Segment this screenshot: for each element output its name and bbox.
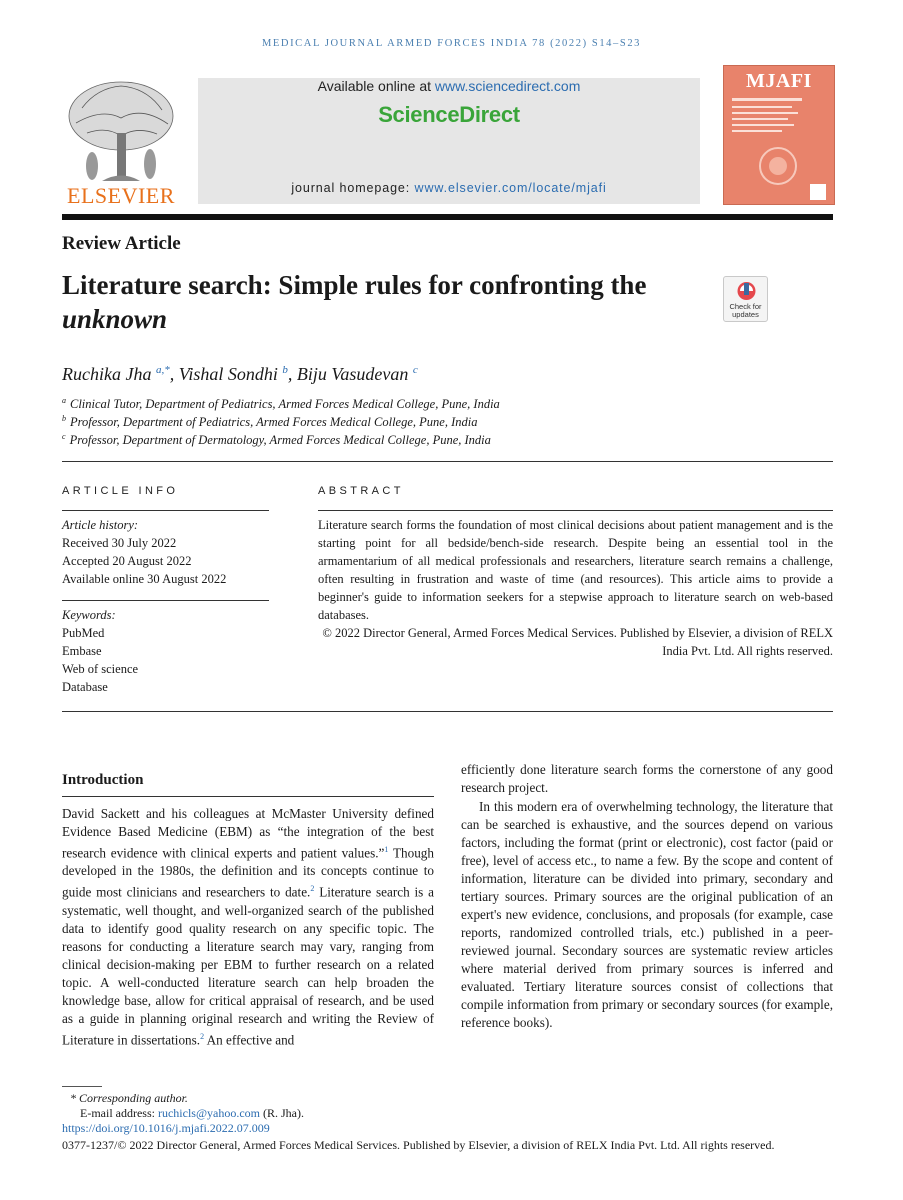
abstract-copyright: © 2022 Director General, Armed Forces Medical Services. Published by Elsevier, a division of RELX India Pvt. Ltd. All rights reserved. xyxy=(322,626,833,658)
history-accepted: Accepted 20 August 2022 xyxy=(62,554,192,568)
history-online: Available online 30 August 2022 xyxy=(62,572,227,586)
author-name[interactable]: Vishal Sondhi xyxy=(178,364,278,384)
title-italic: unknown xyxy=(62,304,168,334)
introduction-right-column xyxy=(461,761,833,1032)
abstract-heading: ABSTRACT xyxy=(318,485,404,497)
affiliation-key: c xyxy=(62,432,66,441)
keyword: PubMed xyxy=(62,626,105,640)
check-for-updates-label: Check for updates xyxy=(729,302,762,319)
available-online-prefix: Available online at xyxy=(317,78,435,94)
intro-paragraph: efficiently done literature search forms the cornerstone of any good research project. xyxy=(461,762,833,795)
abstract-text: Literature search forms the foundation of most clinical decisions about patient management and is the starting point for all bedside/bench-side research. Despite being an essential tool in the armamentarium of all medical professionals and researchers, literature search remains a challenge, often resulting in frustration and waste of time (and resources). This article aims to provide a beginner's guide to information seekers for a stepwise approach to literature search on web-based databases. xyxy=(318,518,833,622)
article-type: Review Article xyxy=(62,233,181,254)
affiliation-text: Professor, Department of Pediatrics, Armed Forces Medical College, Pune, India xyxy=(70,415,478,430)
sciencedirect-link[interactable]: www.sciencedirect.com xyxy=(434,78,581,94)
keywords-label: Keywords: xyxy=(62,608,116,622)
keyword: Embase xyxy=(62,644,102,658)
citation-link[interactable]: 2 xyxy=(310,884,315,894)
affiliation-key: a xyxy=(62,396,66,405)
journal-homepage-line xyxy=(198,181,700,195)
citation-link[interactable]: 1 xyxy=(384,845,389,854)
corresponding-author-note: * Corresponding author. xyxy=(70,1091,188,1105)
email-line xyxy=(80,1106,304,1121)
introduction-left-column xyxy=(62,805,434,1049)
article-history-label: Article history: xyxy=(62,518,139,532)
affiliation-key: b xyxy=(62,414,66,423)
introduction-rule xyxy=(62,796,434,797)
intro-paragraph-text: Though developed in the 1980s, the definition and its concepts continue to guide most clinicians and researchers to date. xyxy=(62,845,434,900)
affiliation-a xyxy=(62,396,500,412)
journal-homepage-prefix: journal homepage: xyxy=(291,181,415,195)
affiliation-text: Clinical Tutor, Department of Pediatrics, Armed Forces Medical College, Pune, India xyxy=(70,397,500,412)
footnote-rule xyxy=(62,1086,102,1087)
introduction-heading: Introduction xyxy=(62,772,144,788)
sciencedirect-brand: ScienceDirect xyxy=(378,102,520,127)
keyword: Database xyxy=(62,680,108,694)
article-info-heading: ARTICLE INFO xyxy=(62,485,179,497)
author-affil-mark[interactable]: b xyxy=(282,364,288,376)
intro-paragraph-text: An effective and xyxy=(204,1032,295,1048)
abstract-bottom-rule xyxy=(62,711,833,712)
running-head: MEDICAL JOURNAL ARMED FORCES INDIA 78 (2022) S14–S23 xyxy=(261,38,642,49)
author-list: Ruchika Jha $^{a,*}$, Vishal Sondhi $^b$, Biju Vasudevan $^c$ xyxy=(62,364,418,384)
masthead-rule xyxy=(62,214,833,220)
email-link[interactable]: ruchicls@yahoo.com xyxy=(157,1106,261,1120)
affiliation-b xyxy=(62,414,477,430)
history-received: Received 30 July 2022 xyxy=(62,536,177,550)
article-info-rule xyxy=(62,510,269,511)
article-title xyxy=(62,268,712,336)
elsevier-wordmark: ELSEVIER xyxy=(67,183,175,208)
doi-link[interactable]: https://doi.org/10.1016/j.mjafi.2022.07.009 xyxy=(62,1121,270,1135)
cover-artwork xyxy=(724,66,835,205)
email-suffix: (R. Jha). xyxy=(260,1106,305,1120)
author-affil-mark[interactable]: a,* xyxy=(155,364,170,376)
intro-paragraph: In this modern era of overwhelming technology, the literature that can be searched is exhaustive, and the sources depend on various factors, including the format (print or electronic), cost factor (paid or free), level of access etc., to name a few. By the scope and content of information, literature can be divided into primary, secondary and tertiary sources. Primary sources are the original publication of an expert's new evidence, conclusions, and proposals (for example, case reports, randomized controlled trials, etc.) published in a peer-reviewed journal. Secondary sources are systematic review articles where material derived from primary sources is inferred and evaluated. Tertiary literature sources consist of collections that compile information from primary or secondary sources (for example, reference books). xyxy=(461,799,833,1030)
email-label: E-mail address: xyxy=(80,1106,158,1120)
keywords-rule xyxy=(62,600,269,601)
title-main: Literature search: Simple rules for confronting the xyxy=(62,270,647,300)
affiliation-rule xyxy=(62,461,833,462)
affiliation-text: Professor, Department of Dermatology, Armed Forces Medical College, Pune, India xyxy=(69,433,491,448)
issn-copyright: 0377-1237/© 2022 Director General, Armed Forces Medical Services. Published by Elsevier, a division of RELX India Pvt. Ltd. All rights reserved. xyxy=(62,1138,775,1152)
intro-paragraph-text: David Sackett and his colleagues at McMaster University defined Evidence Based Medicine (EBM) as “the integration of the best research evidence with clinical experts and patient values.” xyxy=(62,806,434,861)
author-affil-mark[interactable]: c xyxy=(412,364,418,376)
author-name[interactable]: Biju Vasudevan xyxy=(296,364,409,384)
abstract-rule xyxy=(318,510,833,511)
available-online-line xyxy=(198,78,700,94)
intro-paragraph-text: Literature search is a systematic, well thought, and well-organized search of the published data to identify good quality research on any specific topic. The reasons for conducting a literature search may vary, ranging from clinical decision-making per EBM to further research on a related topic. A well-conducted literature search can help broaden the knowledge base, allow for critical appraisal of research, and be used as a guide in planning original research and writing the Review of Literature in dissertations. xyxy=(62,884,435,1048)
journal-homepage-link[interactable]: www.elsevier.com/locate/mjafi xyxy=(414,181,607,195)
keyword: Web of science xyxy=(62,662,139,676)
citation-link[interactable]: 2 xyxy=(200,1031,205,1041)
author-name[interactable]: Ruchika Jha xyxy=(62,364,152,384)
affiliation-c xyxy=(62,432,491,448)
cover-title: MJAFI xyxy=(746,70,812,92)
journal-cover-thumbnail xyxy=(723,65,835,205)
